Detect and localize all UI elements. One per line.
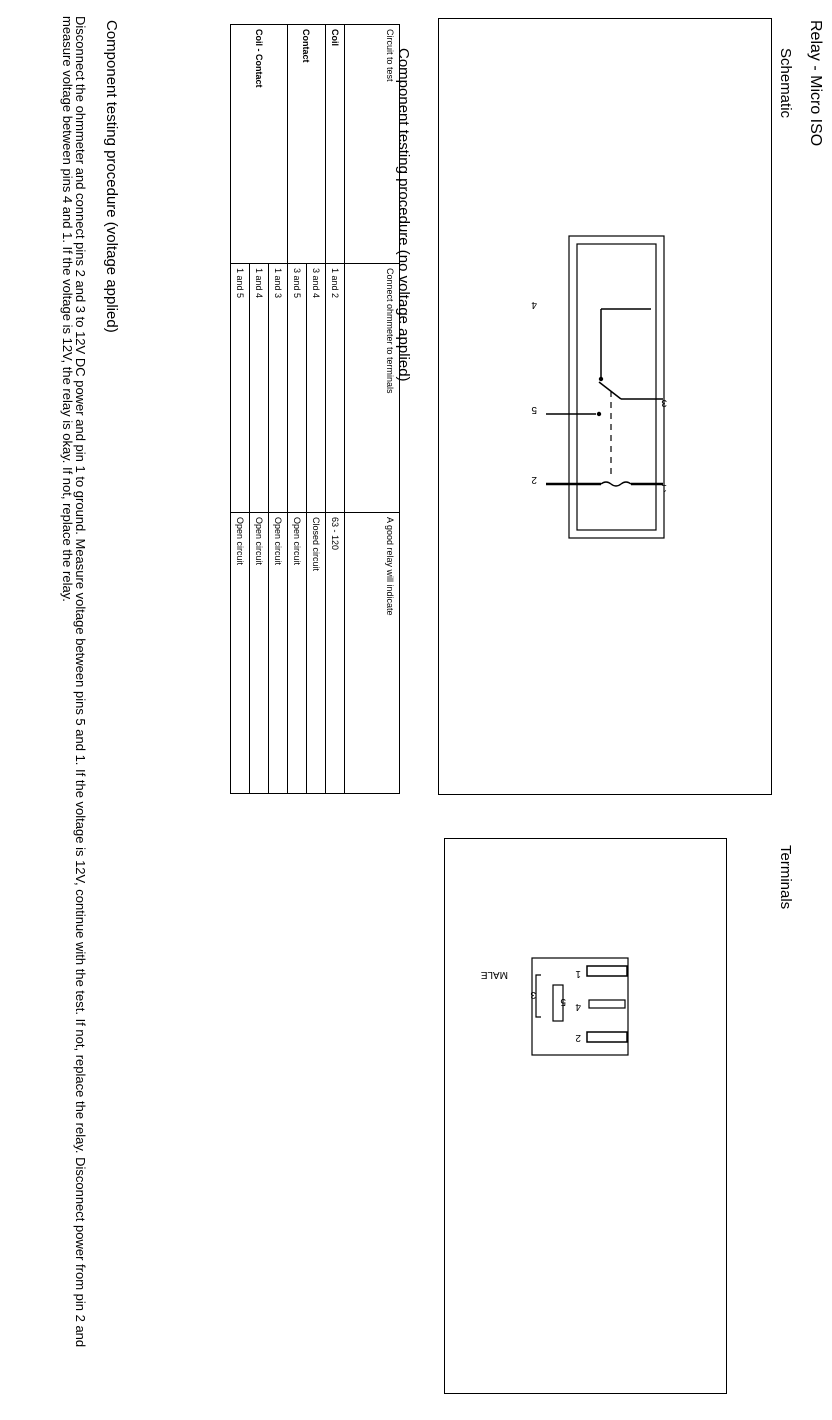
row-circuit: Coil - Contact — [231, 25, 288, 264]
terminal-blade-1 — [587, 966, 627, 976]
terminal-label-4: 4 — [575, 1001, 581, 1012]
row-circuit: Contact — [288, 25, 326, 264]
terminals-label: Terminals — [777, 845, 794, 910]
table-row — [307, 25, 326, 794]
terminal-connector-diagram — [443, 839, 726, 1395]
row-result: Closed circuit — [307, 513, 326, 794]
header-terminals: Connect ohmmeter to terminals — [345, 264, 400, 513]
terminal-label-1: 1 — [575, 968, 581, 979]
pin-5-contact — [597, 412, 601, 416]
connector-male-label: MALE — [480, 969, 508, 980]
no-voltage-test-table — [230, 24, 400, 794]
relay-schematic-diagram — [437, 19, 771, 796]
header-result: A good relay will indicate — [345, 513, 400, 794]
row-terminals: 1 and 2 — [326, 264, 345, 513]
relay-housing-outer — [569, 236, 664, 538]
table-header-row — [345, 25, 400, 794]
row-terminals: 3 and 4 — [307, 264, 326, 513]
pin-label-4: 4 — [531, 299, 537, 310]
coil-winding — [601, 482, 631, 486]
relay-housing-inner — [577, 244, 656, 530]
table-row — [326, 25, 345, 794]
voltage-applied-heading: Component testing procedure (voltage applied) — [103, 20, 120, 333]
pin-label-3: 3 — [661, 397, 667, 408]
terminal-label-2: 2 — [575, 1032, 581, 1043]
terminal-blade-4 — [589, 1000, 625, 1008]
row-result: Open circuit — [250, 513, 269, 794]
pin-4-contact — [599, 377, 603, 381]
no-voltage-table-wrap — [160, 0, 460, 820]
row-result: Open circuit — [231, 513, 250, 794]
pin-label-5: 5 — [531, 404, 537, 415]
table-row — [269, 25, 288, 794]
schematic-label: Schematic — [777, 48, 794, 119]
row-terminals: 1 and 3 — [269, 264, 288, 513]
page-title: Relay - Micro ISO — [807, 20, 824, 147]
terminal-label-3: 3 — [530, 989, 536, 1000]
row-terminals: 3 and 5 — [288, 264, 307, 513]
row-result: 63 - 120 — [326, 513, 345, 794]
row-result: Open circuit — [269, 513, 288, 794]
switch-arm — [599, 382, 621, 399]
row-terminals: 1 and 5 — [231, 264, 250, 513]
row-terminals: 1 and 4 — [250, 264, 269, 513]
row-result: Open circuit — [288, 513, 307, 794]
voltage-applied-procedure-text: Disconnect the ohmmeter and connect pins 2 and 3 to 12V DC power and pin 1 to ground. Measure voltage between pins 5 and 1. If the voltage is 12V, continue with the test. If not, replace the relay. Disconnect power from pin 2 and measure voltage between pins 4 and 1. If the voltage is 12V, the relay is okay. If not, replace the relay. — [60, 16, 88, 1348]
header-circuit: Circuit to test — [345, 25, 400, 264]
terminal-blade-2 — [587, 1032, 627, 1042]
pin-label-2: 2 — [531, 474, 537, 485]
terminals-panel — [444, 838, 727, 1394]
terminal-label-5: 5 — [560, 996, 566, 1007]
no-voltage-heading: Component testing procedure (no voltage applied) — [395, 48, 412, 382]
row-circuit: Coil — [326, 25, 345, 264]
schematic-panel — [438, 18, 772, 795]
pin-label-1: 1 — [661, 482, 667, 493]
